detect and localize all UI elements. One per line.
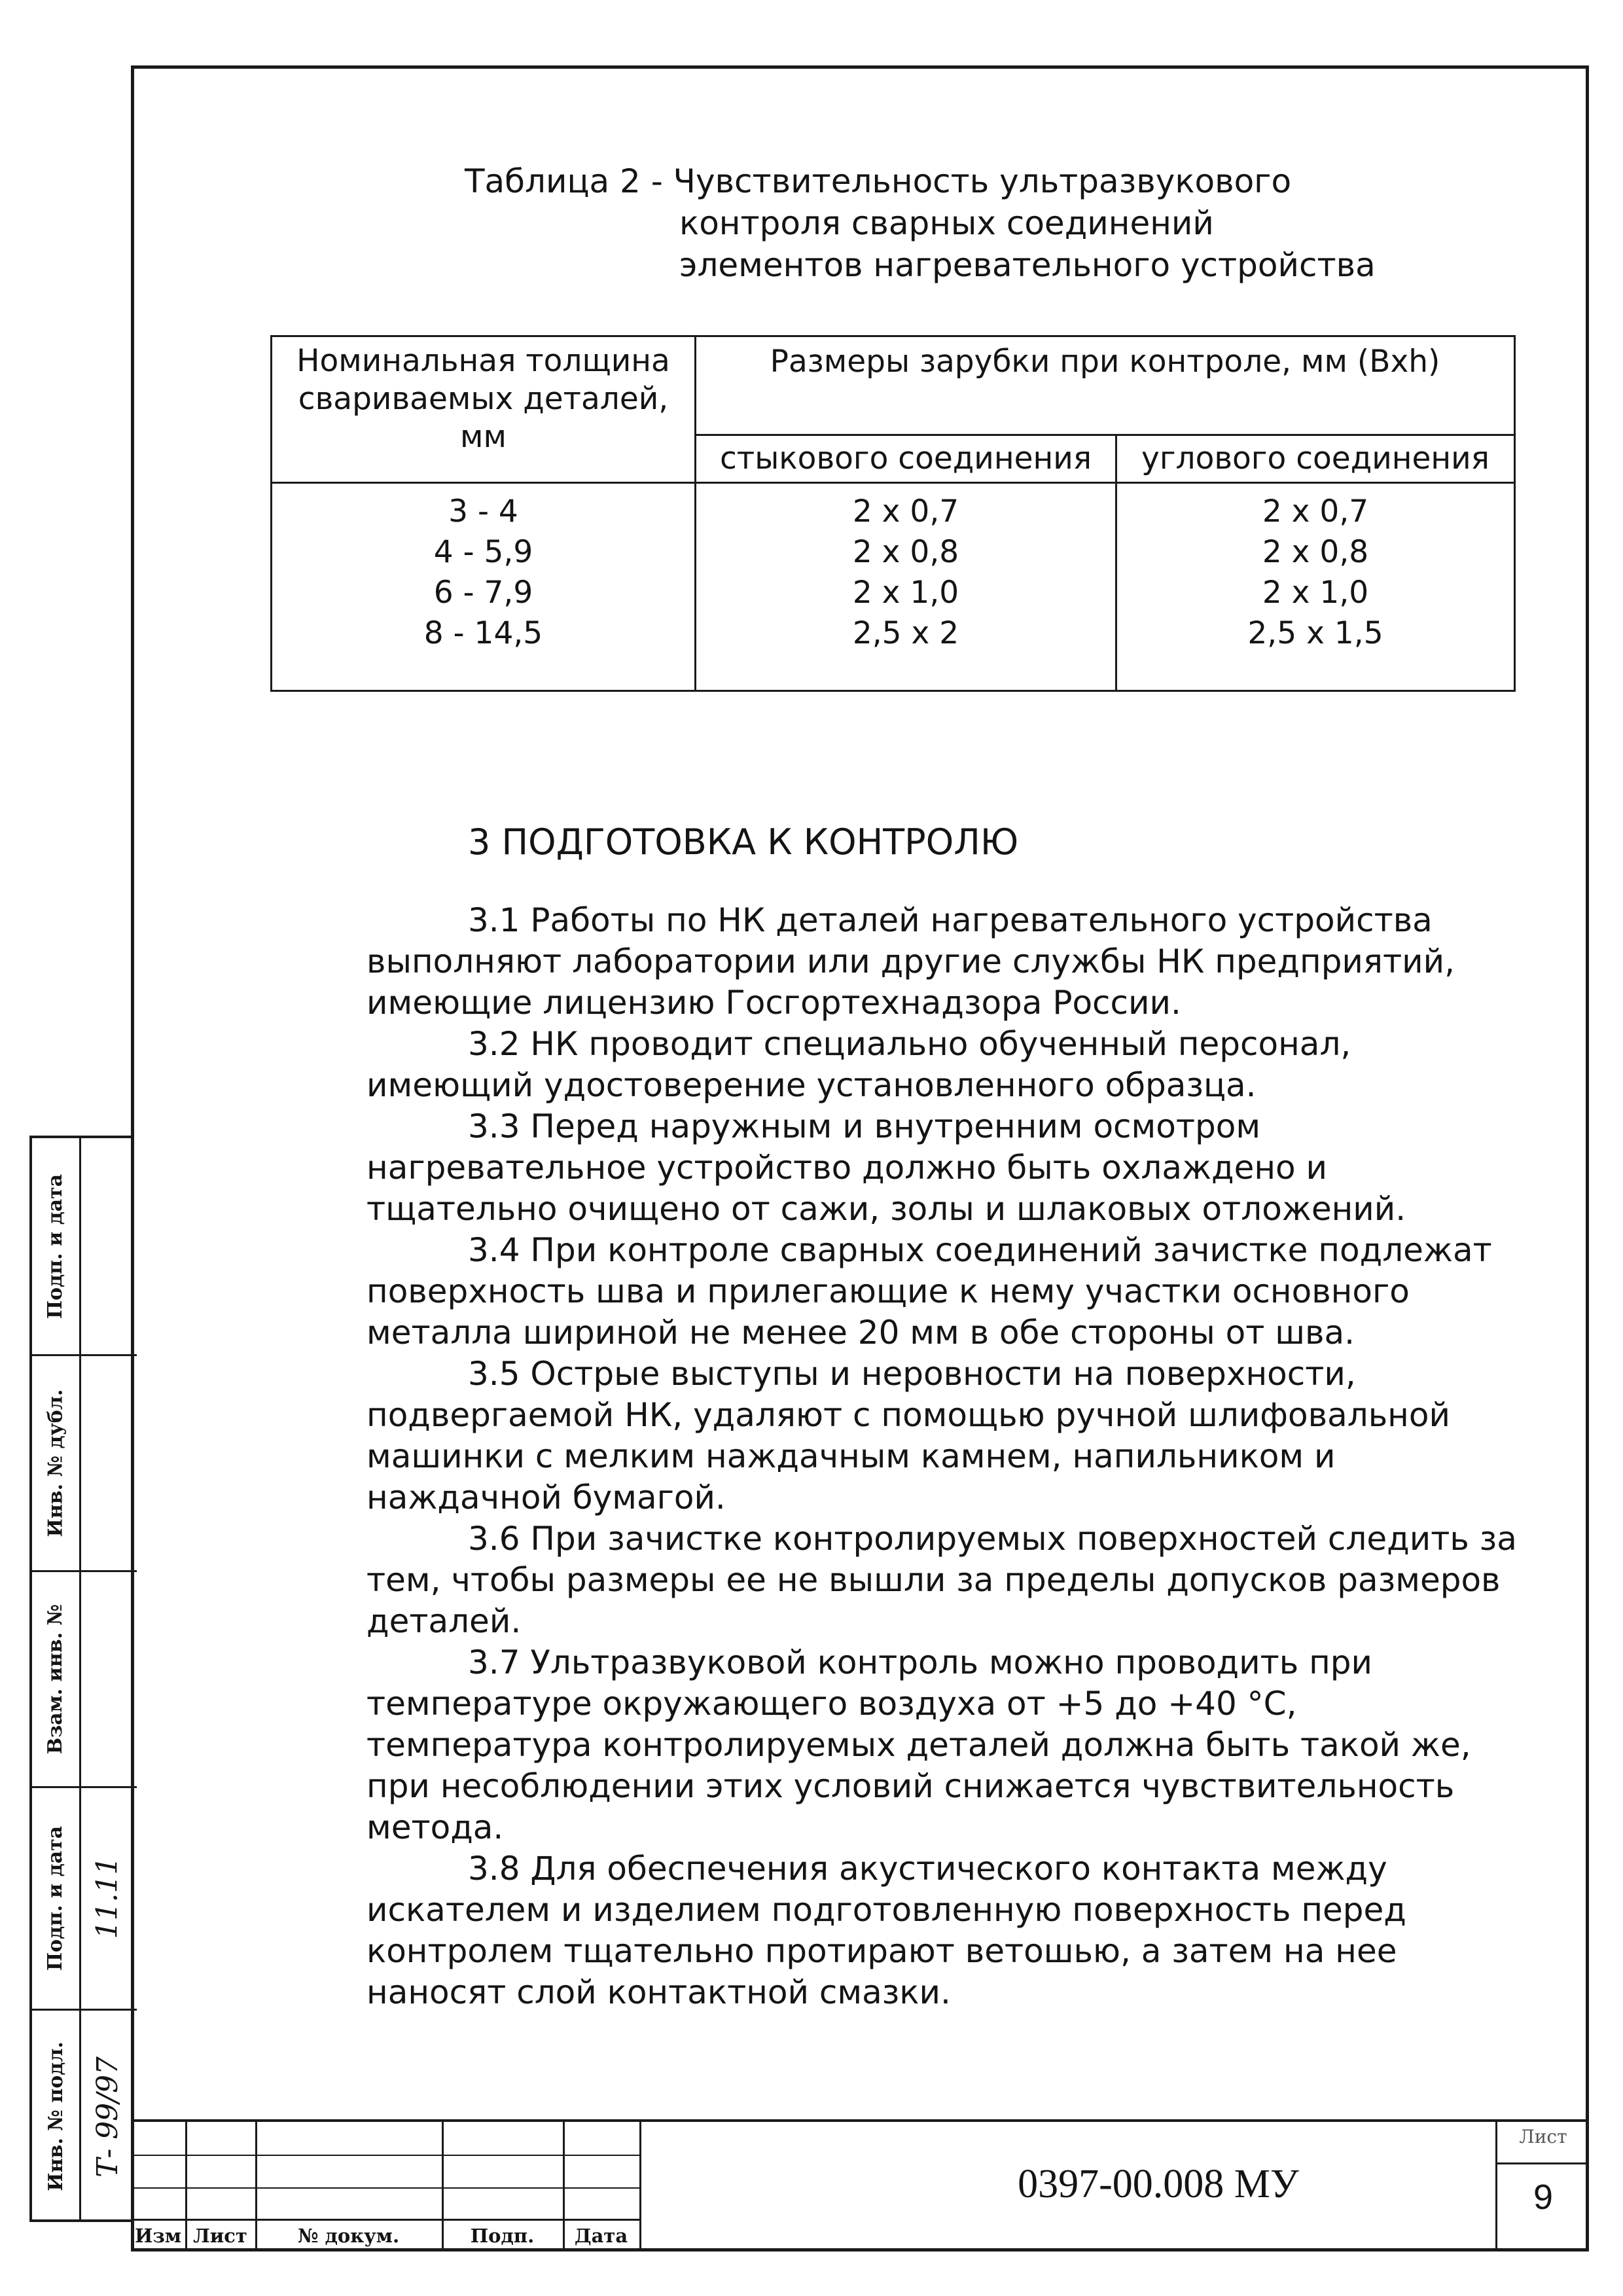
table-cell: 6 - 7,9 xyxy=(433,575,533,611)
handwritten-inv-number: Т- 99/97 xyxy=(90,2056,124,2178)
grid-line xyxy=(639,2122,641,2251)
paragraph-3-6: 3.6 При зачистке контролируемых поверхностей следить за тем, чтобы размеры ее не вышли за пределы допусков размеров деталей. xyxy=(366,1520,1517,1640)
grid-line xyxy=(131,2187,641,2189)
side-label-sign-date: Подп. и дата xyxy=(32,1786,79,2009)
side-stamp-divider xyxy=(79,1786,137,1788)
side-stamp xyxy=(29,1136,134,2222)
revision-grid xyxy=(131,2122,641,2251)
label-change: Изм xyxy=(134,2225,182,2247)
paragraph-3-4: 3.4 При контроле сварных соединений зачистке подлежат поверхность шва и прилегающие к нему участки основного металла шириной не менее 20 мм в обе стороны от шва. xyxy=(366,1231,1492,1352)
sheet-number: 9 xyxy=(1533,2178,1554,2217)
thickness-cell xyxy=(272,483,696,691)
document-number: 0397-00.008 МУ xyxy=(1018,2162,1299,2206)
side-label-inv-original: Инв. № подл. xyxy=(32,2009,79,2222)
col-header-corner: углового соединения xyxy=(1116,435,1515,483)
table-cell: 3 - 4 xyxy=(448,493,518,529)
sheet-box xyxy=(1495,2122,1589,2251)
side-stamp-labels xyxy=(32,1138,81,2219)
table-cell: 2 x 1,0 xyxy=(852,575,959,611)
butt-cell xyxy=(696,483,1116,691)
sheet-label: Лист xyxy=(1519,2126,1567,2147)
paragraph-3-3: 3.3 Перед наружным и внутренним осмотром нагревательное устройство должно быть охлаждено и тщательно очищено от сажи, золы и шлаковых отложений. xyxy=(366,1107,1406,1228)
table-cell: 2,5 x 2 xyxy=(852,615,959,651)
col-header-notch-sizes: Размеры зарубки при контроле, мм (Bxh) xyxy=(696,336,1515,435)
table-cell: 4 - 5,9 xyxy=(433,534,533,570)
label-date: Дата xyxy=(574,2225,628,2247)
paragraph-3-7: 3.7 Ультразвуковой контроль можно проводить при температуре окружающего воздуха от +5 до +40 °С, температура контролируемых деталей должна быть такой же, при несоблюдении этих условий снижается чувствительность метода. xyxy=(366,1643,1471,1846)
col-header-butt: стыкового соединения xyxy=(696,435,1116,483)
table-caption-line2: контроля сварных соединений xyxy=(679,204,1214,242)
table-caption-line3: элементов нагревательного устройства xyxy=(679,246,1376,284)
table-cell: 2 x 0,8 xyxy=(852,534,959,570)
paragraph-3-8: 3.8 Для обеспечения акустического контакта между искателем и изделием подготовленную поверхность перед контролем тщательно протирают ветошью, а затем на нее наносят слой контактной смазки. xyxy=(366,1850,1406,2011)
table-cell: 2 x 0,7 xyxy=(1262,493,1369,529)
col-header-thickness: Номинальная толщина свариваемых деталей, мм xyxy=(272,336,696,483)
side-stamp-divider xyxy=(79,1570,137,1572)
handwritten-date: 11.11 xyxy=(90,1856,124,1939)
table-cell: 2,5 x 1,5 xyxy=(1247,615,1383,651)
table-cell: 8 - 14,5 xyxy=(423,615,543,651)
label-sheet: Лист xyxy=(193,2225,247,2247)
label-doc-number: № докум. xyxy=(297,2225,400,2247)
table-body-row xyxy=(272,483,1515,691)
section-body xyxy=(366,900,1525,2013)
paragraph-3-5: 3.5 Острые выступы и неровности на поверхности, подвергаемой НК, удаляют с помощью ручной шлифовальной машинки с мелким наждачным камнем, напильником и наждачной бумагой. xyxy=(366,1355,1450,1516)
sensitivity-table xyxy=(270,335,1516,692)
table-caption-line1: Таблица 2 - Чувствительность ультразвукового xyxy=(465,162,1292,200)
section-title: 3 ПОДГОТОВКА К КОНТРОЛЮ xyxy=(468,821,1019,863)
table-cell: 2 x 0,7 xyxy=(852,493,959,529)
corner-cell xyxy=(1116,483,1515,691)
table-cell: 2 x 0,8 xyxy=(1262,534,1369,570)
paragraph-3-1: 3.1 Работы по НК деталей нагревательного устройства выполняют лаборатории или другие службы НК предприятий, имеющие лицензию Госгортехнадзора России. xyxy=(366,901,1455,1022)
sheet-box-divider xyxy=(1497,2162,1589,2164)
side-label-dup-inv: Инв. № дубл. xyxy=(32,1354,79,1570)
side-stamp-divider xyxy=(79,2009,137,2011)
title-block xyxy=(131,2119,1589,2251)
grid-line xyxy=(131,2155,641,2156)
label-signature: Подп. xyxy=(470,2225,535,2247)
side-label-replaced-inv: Взам. инв. № xyxy=(32,1570,79,1786)
paragraph-3-2: 3.2 НК проводит специально обученный персонал, имеющий удостоверение установленного образца. xyxy=(366,1025,1351,1104)
table-caption xyxy=(465,160,1376,286)
table-cell: 2 x 1,0 xyxy=(1262,575,1369,611)
side-label-sign-date-top: Подп. и дата xyxy=(44,1174,67,1319)
side-stamp-divider xyxy=(79,1354,137,1356)
